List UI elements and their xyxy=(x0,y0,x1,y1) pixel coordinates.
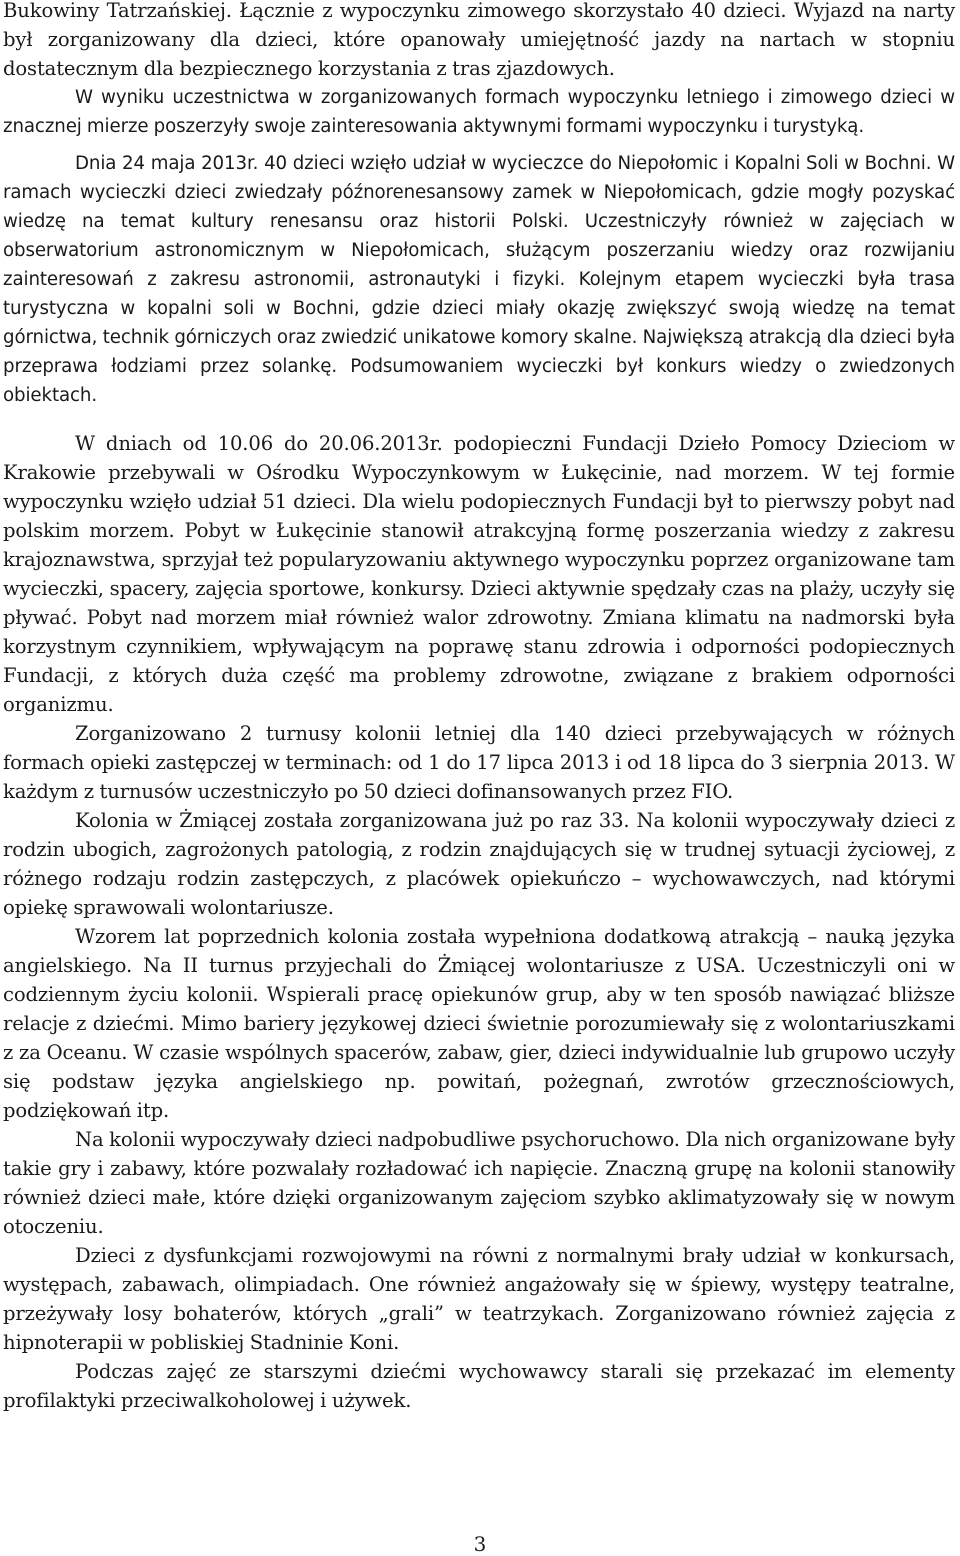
document-body xyxy=(3,0,955,1415)
paragraph-lukecin-stay: W dniach od 10.06 do 20.06.2013r. podopieczni Fundacji Dzieło Pomocy Dzieciom w Krakowie przebywali w Ośrodku Wypoczynkowym w Łukęcinie, nad morzem. W tej formie wypoczynku wzięło udział 51 dzieci. Dla wielu podopiecznych Fundacji był to pierwszy pobyt nad polskim morzem. Pobyt w Łukęcinie stanowił atrakcyjną formę poszerzania wiedzy z zakresu krajoznawstwa, sprzyjał też popularyzowaniu aktywnego wypoczynku poprzez organizowane tam wycieczki, spacery, zajęcia sportowe, konkursy. Dzieci aktywnie spędzały czas na plaży, uczyły się pływać. Pobyt nad morzem miał również walor zdrowotny. Zmiana klimatu na nadmorski była korzystnym czynnikiem, wpływającym na poprawę stanu zdrowia i odporności podopiecznych Fundacji, z których duża część ma problemy zdrowotne, związane z brakiem odporności organizmu. xyxy=(3,432,955,716)
paragraph-developmental-dysfunctions: Dzieci z dysfunkcjami rozwojowymi na równi z normalnymi brały udział w konkursach, występach, zabawach, olimpiadach. One również angażowały się w śpiewy, występy teatralne, przeżywały losy bohaterów, których „grali” w teatrzykach. Zorganizowano również zajęcia z hipnoterapii w pobliskiej Stadninie Koni. xyxy=(3,1244,955,1354)
paragraph-prevention: Podczas zajęć ze starszymi dziećmi wychowawcy starali się przekazać im elementy profilaktyki przeciwalkoholowej i używek. xyxy=(3,1360,955,1412)
page-number: 3 xyxy=(473,1532,487,1556)
paragraph-winter-trip: Bukowiny Tatrzańskiej. Łącznie z wypoczynku zimowego skorzystało 40 dzieci. Wyjazd na narty był zorganizowany dla dzieci, które opanowały umiejętność jazdy na nartach w stopniu dostatecznym dla bezpiecznego korzystania z tras zjazdowych. xyxy=(3,0,955,80)
paragraph-english-lessons: Wzorem lat poprzednich kolonia została wypełniona dodatkową atrakcją – nauką języka angielskiego. Na II turnus przyjechali do Żmiącej wolontariusze z USA. Uczestniczyli oni w codziennym życiu kolonii. Wspierali pracę opiekunów grup, aby w ten sposób nawiązać bliższe relacje z dziećmi. Mimo bariery językowej dzieci świetnie porozumiewały się z wolontariuszkami z za Oceanu. W czasie wspólnych spacerów, zabaw, gier, dzieci indywidualnie lub grupowo uczyły się podstaw języka angielskiego np. powitań, pożegnań, zwrotów grzecznościowych, podziękowań itp. xyxy=(3,925,955,1122)
paragraph-summer-camp-turns: Zorganizowano 2 turnusy kolonii letniej dla 140 dzieci przebywających w różnych formach opieki zastępczej w terminach: od 1 do 17 lipca 2013 i od 18 lipca do 3 sierpnia 2013. W każdym z turnusów uczestniczyło po 50 dzieci dofinansowanych przez FIO. xyxy=(3,722,955,803)
paragraph-hyperactive-children: Na kolonii wypoczywały dzieci nadpobudliwe psychoruchowo. Dla nich organizowane były takie gry i zabawy, które pozwalały rozładować ich napięcie. Znaczną grupę na kolonii stanowiły również dzieci małe, które dzięki organizowanym zajęciom szybko aklimatyzowały się w nowym otoczeniu. xyxy=(3,1128,955,1238)
paragraph-niepolomice-trip: Dnia 24 maja 2013r. 40 dzieci wzięło udział w wycieczce do Niepołomic i Kopalni Soli w Bochni. W ramach wycieczki dzieci zwiedzały późnorenesansowy zamek w Niepołomicach, gdzie mogły pozyskać wiedzę na temat kultury renesansu oraz historii Polski. Uczestniczyły również w zajęciach w obserwatorium astronomicznym w Niepołomicach, służącym poszerzaniu wiedzy oraz rozwijaniu zainteresowań z zakresu astronomii, astronautyki i fizyki. Kolejnym etapem wycieczki była trasa turystyczna w kopalni soli w Bochni, gdzie dzieci miały okazję zwiększyć swoją wiedzę na temat górnictwa, technik górniczych oraz zwiedzić unikatowe komory skalne. Największą atrakcją dla dzieci była przeprawa łodziami przez solankę. Podsumowaniem wycieczki był konkurs wiedzy o zwiedzonych obiektach. xyxy=(3,153,955,406)
paragraph-zmiaca-camp: Kolonia w Żmiącej została zorganizowana już po raz 33. Na kolonii wypoczywały dzieci z rodzin ubogich, zagrożonych patologią, z rodzin znajdujących się w trudnej sytuacji życiowej, z różnego rodzaju rodzin zastępczych, z placówek opiekuńczo – wychowawczych, nad którymi opiekę sprawowali wolontariusze. xyxy=(3,809,955,919)
paragraph-interests-summary: W wyniku uczestnictwa w zorganizowanych formach wypoczynku letniego i zimowego dzieci w znacznej mierze poszerzyły swoje zainteresowania aktywnymi formami wypoczynku i turystyką. xyxy=(3,87,955,137)
